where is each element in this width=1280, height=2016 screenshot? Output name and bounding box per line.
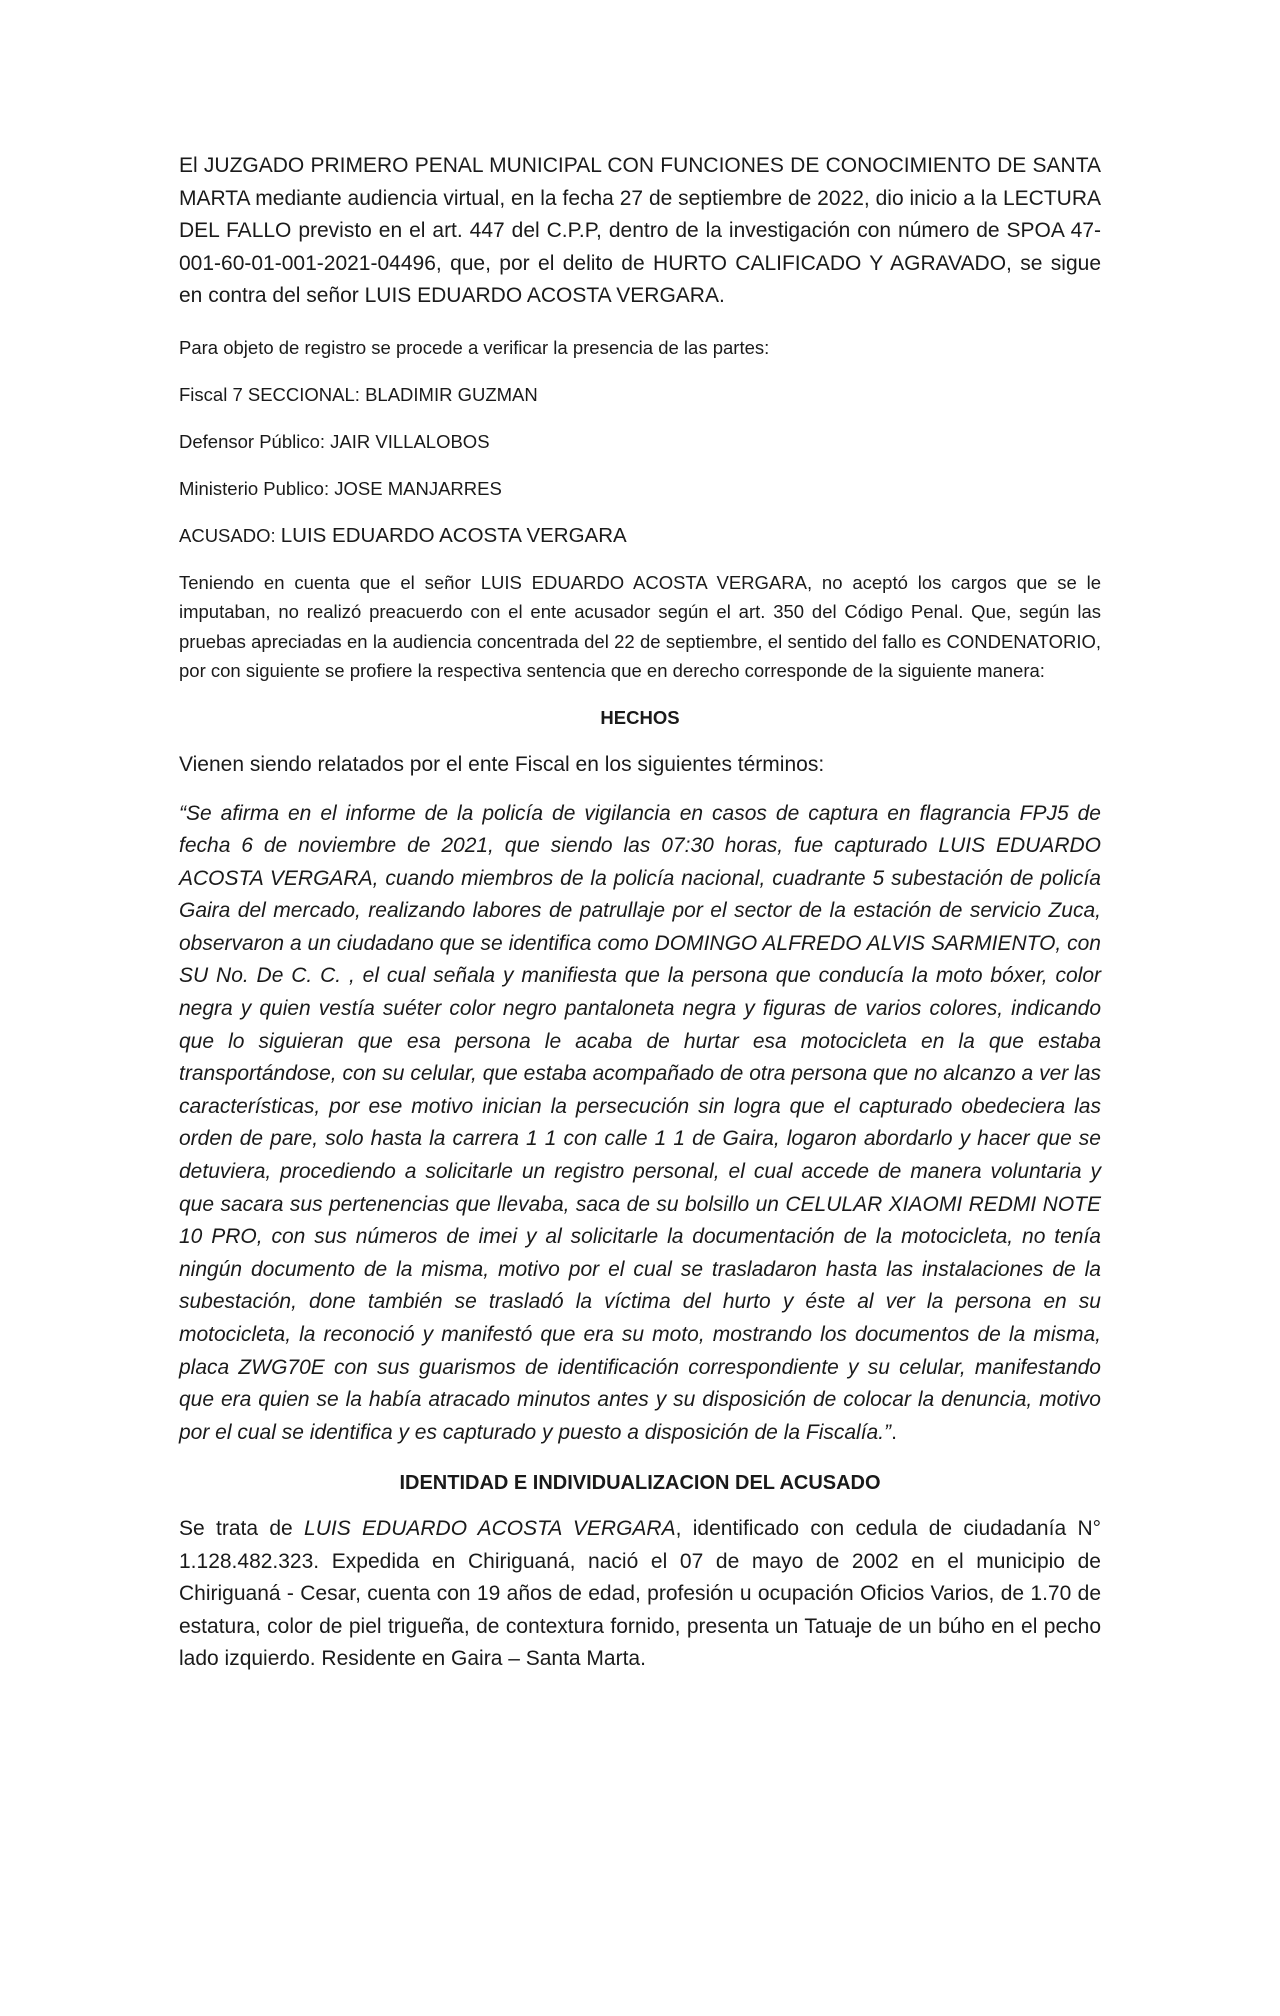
identidad-rest: , identificado con cedula de ciudadanía N° 1.128.482.323. Expedida en Chiriguaná, nació el 07 de mayo de 2002 en el municipio de Chiriguaná - Cesar, cuenta con 19 años de edad, profesión u ocupación Oficios Varios, de 1.70 de estatura, color de piel trigueña, de contextura fornido, presenta un Tatuaje de un búho en el pecho lado izquierdo. Residente en Gaira – Santa Marta.: [179, 1517, 1102, 1671]
party-defensor: Defensor Público: JAIR VILLALOBOS: [179, 430, 490, 452]
intro-paragraph: El JUZGADO PRIMERO PENAL MUNICIPAL CON FUNCIONES DE CONOCIMIENTO DE SANTA MARTA mediante audiencia virtual, en la fecha 27 de septiembre de 2022, dio inicio a la LECTURA DEL FALLO previsto en el art. 447 del C.P.P, dentro de la investigación con número de SPOA 47-001-60-01-001-2021-04496, que, por el delito de HURTO CALIFICADO Y AGRAVADO, se sigue en contra del señor LUIS EDUARDO ACOSTA VERGARA.: [179, 154, 1101, 307]
acusado-label: ACUSADO:: [179, 524, 276, 546]
hechos-heading: HECHOS: [600, 706, 680, 728]
party-ministerio: Ministerio Publico: JOSE MANJARRES: [179, 477, 502, 499]
party-fiscal: Fiscal 7 SECCIONAL: BLADIMIR GUZMAN: [179, 383, 538, 405]
vienen-paragraph: Vienen siendo relatados por el ente Fiscal en los siguientes términos:: [179, 752, 825, 776]
identidad-prefix: Se trata de: [179, 1517, 293, 1541]
document-page: [179, 150, 1101, 1676]
quote-text: “Se afirma en el informe de la policía de vigilancia en casos de captura en flagrancia FPJ5 de fecha 6 de noviembre de 2021, que siendo las 07:30 horas, fue capturado LUIS EDUARDO ACOSTA VERGARA, cuando miembros de la policía nacional, cuadrante 5 subestación de policía Gaira del mercado, realizando labores de patrullaje por el sector de la estación de servicio Zuca, observaron a un ciudadano que se identifica como DOMINGO ALFREDO ALVIS SARMIENTO, con SU No. De C. C. , el cual señala y manifiesta que la persona que conducía la moto bóxer, color negra y quien vestía suéter color negro pantaloneta negra y figuras de varios colores, indicando que lo siguieran que esa persona le acaba de hurtar esa motocicleta en la que estaba transportándose, con su celular, que estaba acompañado de otra persona que no alcanzo a ver las características, por ese motivo inician la persecución sin logra que el capturado obedeciera las orden de pare, solo hasta la carrera 1 1 con calle 1 1 de Gaira, logaron abordarlo y hacer que se detuviera, procediendo a solicitarle un registro personal, el cual accede de manera voluntaria y que sacara sus pertenencias que llevaba, saca de su bolsillo un CELULAR XIAOMI REDMI NOTE 10 PRO, con sus números de imei y al solicitarle la documentación de la motocicleta, no tenía ningún documento de la misma, motivo por el cual se trasladaron hasta las instalaciones de la subestación, done también se trasladó la víctima del hurto y éste al ver la persona en su motocicleta, la reconoció y manifestó que era su moto, mostrando los documentos de la misma, placa ZWG70E con sus guarismos de identificación correspondiente y su celular, manifestando que era quien se la había atracado minutos antes y su disposición de colocar la denuncia, motivo por el cual se identifica y es capturado y puesto a disposición de la Fiscalía.”: [179, 801, 1101, 1444]
quote-tail: .: [891, 1420, 897, 1444]
registro-paragraph: Para objeto de registro se procede a verificar la presencia de las partes:: [179, 336, 770, 358]
identidad-paragraph: [179, 1513, 1101, 1676]
party-acusado: [179, 521, 1101, 550]
hechos-quote: [179, 798, 1101, 1450]
identidad-name: LUIS EDUARDO ACOSTA VERGARA: [304, 1517, 676, 1541]
identidad-heading: IDENTIDAD E INDIVIDUALIZACION DEL ACUSADO: [399, 1472, 881, 1495]
teniendo-paragraph: Teniendo en cuenta que el señor LUIS EDUARDO ACOSTA VERGARA, no aceptó los cargos que se le imputaban, no realizó preacuerdo con el ente acusador según el art. 350 del Código Penal. Que, según las pruebas apreciadas en la audiencia concentrada del 22 de septiembre, el sentido del fallo es CONDENATORIO, por con siguiente se profiere la respectiva sentencia que en derecho corresponde de la siguiente manera:: [179, 571, 1101, 681]
acusado-name: LUIS EDUARDO ACOSTA VERGARA: [280, 523, 627, 547]
